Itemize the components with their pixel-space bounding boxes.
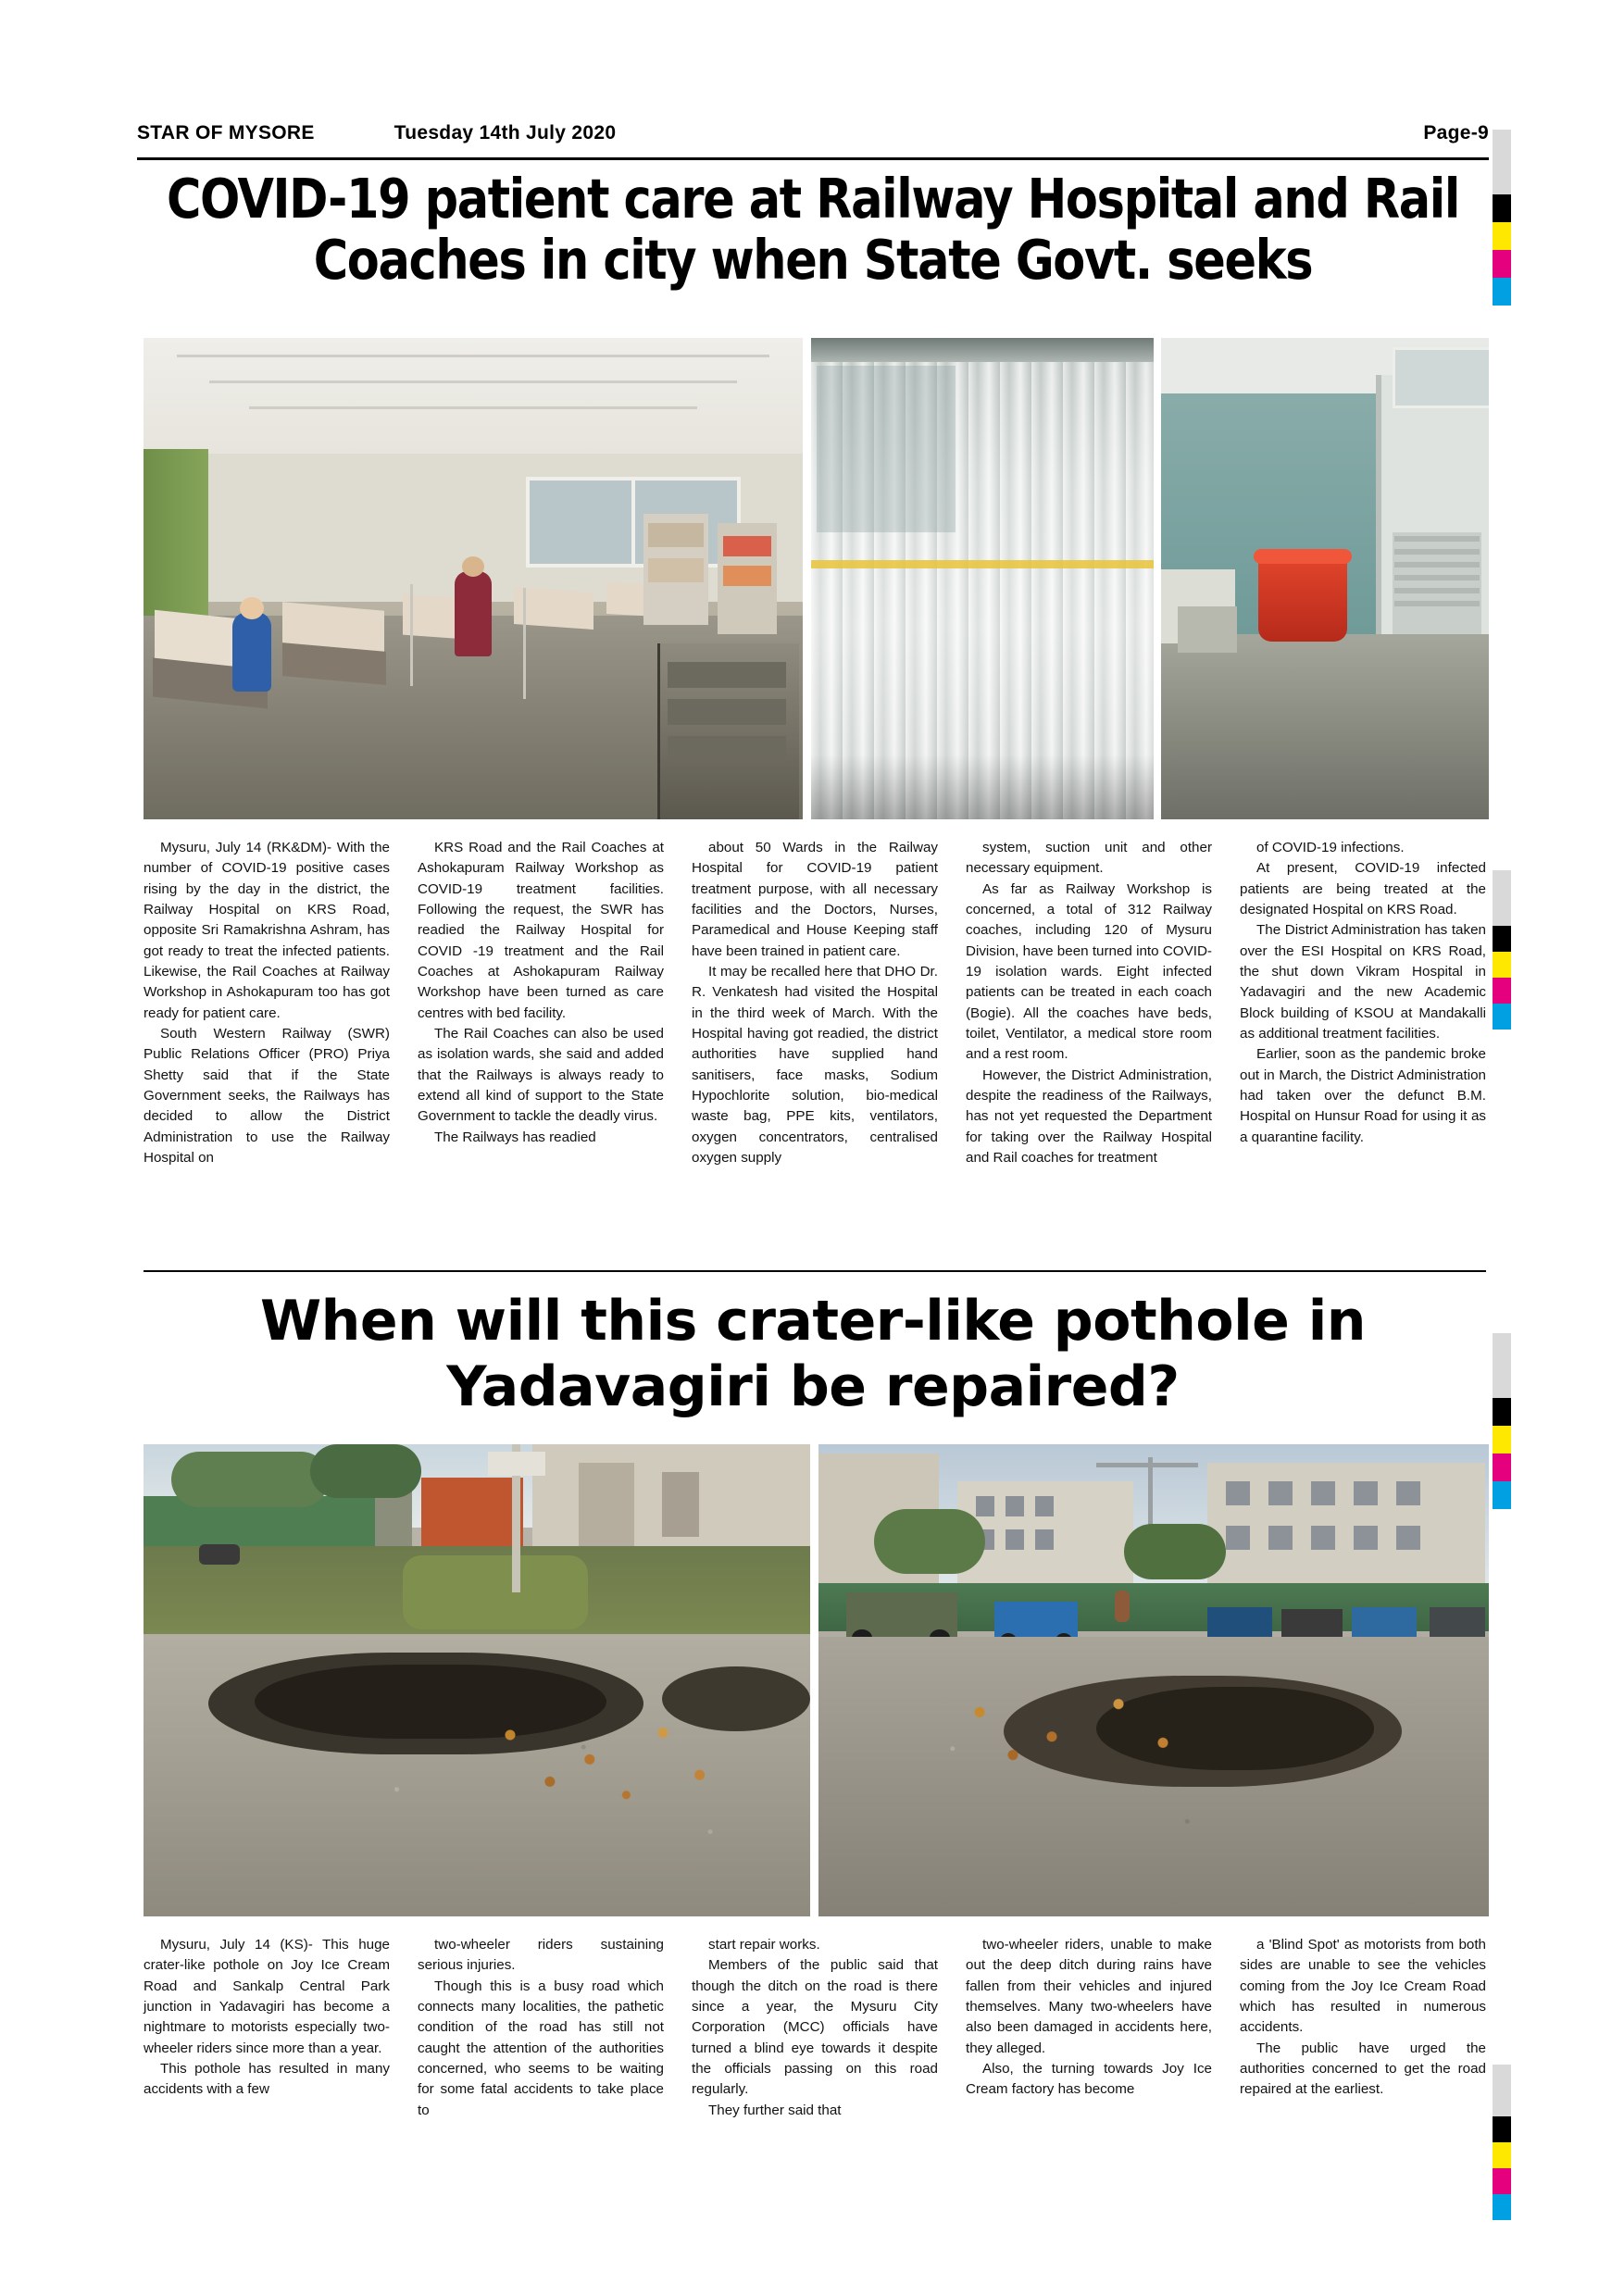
paragraph: of COVID-19 infections. bbox=[1256, 840, 1405, 855]
paragraph: Also, the turning towards Joy Ice Cream factory has become bbox=[966, 2061, 1212, 2098]
article2-column-3 bbox=[692, 1935, 938, 2121]
paragraph: As far as Railway Workshop is concerned, a total of 312 Railway coaches, including 120 of Mysuru Division, have been turned into COVID-19 isolation wards. Eight infected patients can be treated in each coach (Bogie). All the coaches have beds, toilet, Ventilator, a medical store room and a rest room. bbox=[966, 880, 1212, 1063]
paragraph: It may be recalled here that DHO Dr. R. Venkatesh had visited the Hospital in the third week of March. With the Hospital having got readied, the district authorities have supplied hand sanitisers, face masks, Sodium Hypochlorite solution, bio-medical waste bag, PPE kits, ventilators, oxygen concentrators, centralised oxygen supply bbox=[692, 964, 938, 1167]
paragraph: The public have urged the authorities concerned to get the road repaired at the earliest. bbox=[1240, 2040, 1486, 2098]
article1-column-5 bbox=[1240, 838, 1486, 1148]
reg-mark-black bbox=[1493, 194, 1511, 222]
reg-mark-cyan bbox=[1493, 2194, 1511, 2220]
paragraph: This pothole has resulted in many accidents with a few bbox=[144, 2061, 390, 2098]
registration-marks-lower bbox=[1493, 1333, 1511, 1518]
reg-mark-grey bbox=[1493, 130, 1511, 194]
paragraph: The Rail Coaches can also be used as isolation wards, she said and added that the Railways is always ready to extend all kind of support to the State Government to tackle the deadly virus. bbox=[418, 1026, 664, 1125]
paragraph: two-wheeler riders, unable to make out the deep ditch during rains have fallen from their vehicles and injured themselves. Many two-wheelers have also been damaged in accidents here, they alleged. bbox=[966, 1937, 1212, 2056]
reg-mark-grey bbox=[1493, 870, 1511, 926]
article1-column-2 bbox=[418, 838, 664, 1148]
reg-mark-black bbox=[1493, 1398, 1511, 1426]
paragraph: However, the District Administration, despite the readiness of the Railways, has not yet requested the Department for taking over the Railway Hospital and Rail coaches for treatment bbox=[966, 1067, 1212, 1167]
article1-headline: COVID-19 patient care at Railway Hospital and Rail Coaches in city when State Govt. seeks bbox=[166, 167, 1460, 293]
article2-headline: When will this crater-like pothole in Yadavagiri be repaired? bbox=[259, 1289, 1366, 1419]
paragraph: The Railways has readied bbox=[434, 1129, 596, 1145]
reg-mark-cyan bbox=[1493, 278, 1511, 306]
masthead bbox=[137, 122, 1489, 144]
hospital-corridor-bucket-photo bbox=[1161, 338, 1489, 819]
article1-column-4 bbox=[966, 838, 1212, 1169]
masthead-rule bbox=[137, 157, 1489, 160]
paragraph: Members of the public said that though the ditch on the road is there since a year, the Mysuru City Corporation (MCC) officials have turned a blind eye towards it despite the officials passing on this road regularly. bbox=[692, 1957, 938, 2098]
paragraph: system, suction unit and other necessary equipment. bbox=[966, 840, 1212, 877]
paragraph: Earlier, soon as the pandemic broke out in March, the District Administration had taken over the defunct B.M. Hospital on Hunsur Road for using it as a quarantine facility. bbox=[1240, 1046, 1486, 1145]
page-number: Page-9 bbox=[1423, 122, 1489, 144]
registration-marks-middle bbox=[1493, 870, 1511, 1037]
paragraph: two-wheeler riders sustaining serious injuries. bbox=[418, 1937, 664, 1974]
paragraph: Though this is a busy road which connects many localities, the pathetic condition of the road has still not caught the attention of the authorities concerned, who seems to be waiting for some fatal accidents to take place to bbox=[418, 1978, 664, 2118]
reg-mark-grey bbox=[1493, 2065, 1511, 2116]
issue-date: Tuesday 14th July 2020 bbox=[394, 122, 617, 144]
registration-marks-bottom bbox=[1493, 2065, 1511, 2222]
reg-mark-magenta bbox=[1493, 978, 1511, 1004]
article2-column-1 bbox=[144, 1935, 390, 2101]
paragraph: They further said that bbox=[708, 2102, 842, 2118]
article1-column-3 bbox=[692, 838, 938, 1169]
reg-mark-yellow bbox=[1493, 222, 1511, 250]
reg-mark-yellow bbox=[1493, 952, 1511, 978]
reg-mark-black bbox=[1493, 926, 1511, 952]
reg-mark-magenta bbox=[1493, 2168, 1511, 2194]
reg-mark-grey bbox=[1493, 1333, 1511, 1398]
paragraph: The District Administration has taken over the ESI Hospital on KRS Road, the shut down Vikram Hospital in Yadavagiri and the new Academic Block building of KSOU at Mandakalli as additional treatment facilities. bbox=[1240, 922, 1486, 1042]
paragraph: about 50 Wards in the Railway Hospital for COVID-19 patient treatment purpose, with all necessary facilities and the Doctors, Nurses, Paramedical and House Keeping staff have been trained in patient care. bbox=[692, 840, 938, 959]
registration-marks-top bbox=[1493, 130, 1511, 324]
reg-mark-cyan bbox=[1493, 1481, 1511, 1509]
isolation-curtain-photo bbox=[811, 338, 1154, 819]
reg-mark-yellow bbox=[1493, 2142, 1511, 2168]
paragraph: At present, COVID-19 infected patients are being treated at the designated Hospital on KRS Road. bbox=[1240, 860, 1486, 918]
paragraph: Mysuru, July 14 (KS)- This huge crater-like pothole on Joy Ice Cream Road and Sankalp Central Park junction in Yadavagiri has become a nightmare to motorists especially two-wheeler riders since more than a year. bbox=[144, 1937, 390, 2056]
pothole-closeup-photo bbox=[144, 1444, 810, 1916]
paragraph: South Western Railway (SWR) Public Relations Officer (PRO) Priya Shetty said that if the State Government seeks, the Railways has decided to allow the District Administration to use the Railway Hospital on bbox=[144, 1026, 390, 1167]
paragraph: start repair works. bbox=[708, 1937, 820, 1953]
paragraph: Mysuru, July 14 (RK&DM)- With the number of COVID-19 positive cases rising by the day in the district, the Railway Hospital on KRS Road, opposite Sri Ramakrishna Ashram, has got ready to treat the infected patients. Likewise, the Rail Coaches at Railway Workshop in Ashokapuram too has got ready for patient care. bbox=[144, 840, 390, 1021]
reg-mark-yellow bbox=[1493, 1426, 1511, 1454]
article-divider-rule bbox=[144, 1270, 1486, 1272]
article2-column-5 bbox=[1240, 1935, 1486, 2101]
reg-mark-black bbox=[1493, 2116, 1511, 2142]
paper-name: STAR OF MYSORE bbox=[137, 122, 315, 144]
reg-mark-cyan bbox=[1493, 1004, 1511, 1029]
article1-column-1 bbox=[144, 838, 390, 1169]
article2-column-4 bbox=[966, 1935, 1212, 2101]
reg-mark-magenta bbox=[1493, 250, 1511, 278]
hospital-ward-beds-photo bbox=[144, 338, 803, 819]
pothole-road-traffic-photo bbox=[818, 1444, 1489, 1916]
reg-mark-magenta bbox=[1493, 1454, 1511, 1481]
article2-column-2 bbox=[418, 1935, 664, 2121]
paragraph: KRS Road and the Rail Coaches at Ashokapuram Railway Workshop as COVID-19 treatment facilities. Following the request, the SWR has readied the Railway Hospital for COVID -19 treatment and the Rail Coaches at Ashokapuram Railway Workshop have been turned as care centres with bed facility. bbox=[418, 840, 664, 1021]
paragraph: a 'Blind Spot' as motorists from both sides are unable to see the vehicles coming from the Joy Ice Cream Road which has resulted in numerous accidents. bbox=[1240, 1937, 1486, 2036]
